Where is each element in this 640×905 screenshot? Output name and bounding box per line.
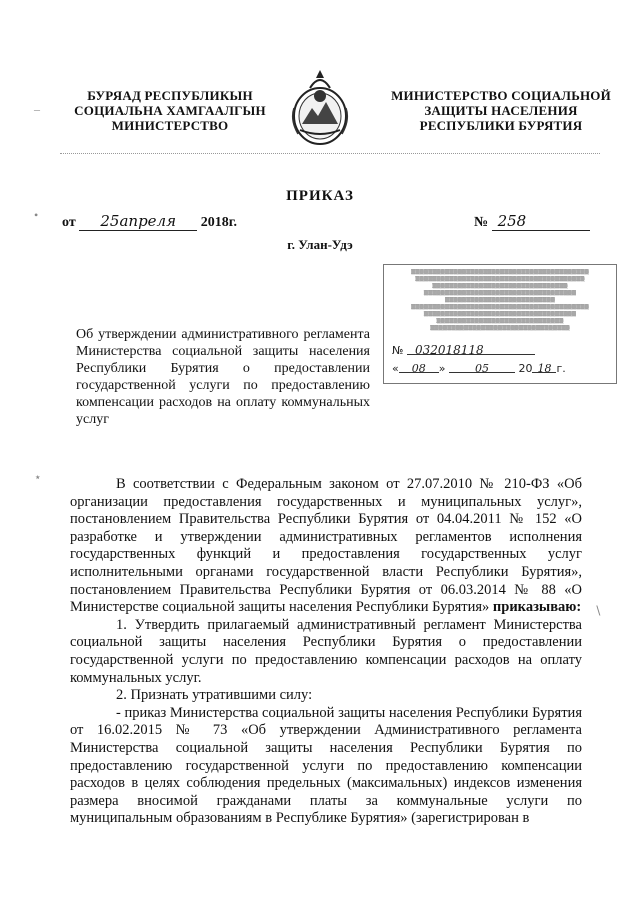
stamp-reg-prefix: №	[392, 344, 404, 357]
stamp-text-block: ▒▒▒▒▒▒▒▒▒▒▒▒▒▒▒▒▒▒▒▒▒▒▒▒▒▒▒▒▒▒▒▒▒▒▒▒▒▒▒▒▒▒ ▒▒▒▒▒▒▒▒▒▒▒▒▒▒▒▒▒▒▒▒▒▒▒▒▒▒▒▒▒▒▒▒▒▒▒▒▒▒▒▒ ▒▒▒▒▒▒▒▒▒▒▒▒▒▒▒▒▒▒▒▒▒▒▒▒▒▒▒▒▒▒▒▒ ▒▒▒▒▒▒▒▒▒▒▒▒▒▒▒▒▒▒▒▒▒▒▒▒▒▒▒▒▒▒▒▒▒▒▒▒ ▒▒▒▒▒▒▒▒▒▒▒▒▒▒▒▒▒▒▒▒▒▒▒▒▒▒ ▒▒▒▒▒▒▒▒▒▒▒▒▒▒▒▒▒▒▒▒▒▒▒▒▒▒▒▒▒▒▒▒▒▒▒▒▒▒▒▒▒▒ ▒▒▒▒▒▒▒▒▒▒▒▒▒▒▒▒▒▒▒▒▒▒▒▒▒▒▒▒▒▒▒▒▒▒▒▒ ▒▒▒▒▒▒▒▒▒▒▒▒▒▒▒▒▒▒▒▒▒▒▒▒▒▒▒▒▒▒ ▒▒▒▒▒▒▒▒▒▒▒▒▒▒▒▒▒▒▒▒▒▒▒▒▒▒▒▒▒▒▒▒▒	[411, 269, 589, 331]
stamp-reg-date: « 08 » 05 20 18 г.	[392, 362, 566, 375]
scan-mark: ∖	[594, 604, 602, 618]
preamble-paragraph	[70, 476, 582, 617]
date-prefix: от	[62, 215, 76, 230]
stamp-reg-year-prefix: 20	[518, 362, 533, 375]
header-right-line-3: РЕСПУБЛИКИ БУРЯТИЯ	[419, 118, 583, 133]
header-left-line-2: СОЦИАЛЬНА ХАМГААЛГЫН	[74, 103, 266, 118]
order-date	[62, 212, 237, 231]
registration-stamp	[383, 264, 617, 384]
city-line: г. Улан-Удэ	[287, 237, 353, 252]
item-2: 2. Признать утратившими силу:	[116, 687, 313, 704]
item-1: 1. Утвердить прилагаемый административный регламент Министерства социальной защиты населения Республики Бурятия о предоставлении государственной услуги по предоставлению компенсации расходов на оплату коммунальных услуг.	[70, 616, 582, 686]
number-prefix: №	[474, 215, 489, 230]
preamble-text: В соответствии с Федеральным законом от 27.07.2010 № 210-ФЗ «Об организации предоставления государственных и муниципальных услуг», постановлением Правительства Республики Бурятия от 04.04.2011 № 152 «О разработке и утверждении административных регламентов исполнения государственных функций и предоставления государственных услуг исполнительными органами государственной власти Республики Бурятия», постановлением Правительства Республики Бурятия от 06.03.2014 № 88 «О Министерстве социальной защиты населения Республики Бурятия»	[70, 476, 582, 616]
header-divider	[60, 153, 600, 154]
order-word: приказываю:	[492, 599, 582, 616]
scan-mark: ‒	[34, 102, 40, 116]
scan-mark: •	[34, 208, 39, 222]
header-left-line-3: МИНИСТЕРСТВО	[111, 118, 229, 133]
stamp-reg-day: 08	[399, 365, 439, 373]
ministry-name-buryat	[70, 88, 270, 133]
stamp-reg-year-suffix: г.	[556, 362, 566, 375]
date-handwritten: 25апреля	[79, 212, 197, 231]
coat-of-arms-icon	[288, 68, 352, 148]
header-right-line-1: МИНИСТЕРСТВО СОЦИАЛЬНОЙ	[391, 88, 611, 103]
stamp-reg-year: 18	[532, 365, 556, 373]
stamp-reg-month: 05	[449, 365, 515, 373]
number-handwritten: 258	[492, 212, 590, 231]
order-subject: Об утверждении административного регламента Министерства социальной защиты населения Республики Бурятия о предоставлении государственной услуги по предоставлению компенсации расходов на оплату коммунальных услуг	[76, 327, 370, 427]
stamp-reg-value: 032018118	[407, 347, 535, 355]
stamp-reg-number	[392, 343, 535, 357]
document-title: ПРИКАЗ	[286, 188, 354, 204]
order-body	[70, 476, 582, 828]
date-year: 2018г.	[200, 215, 237, 230]
scan-mark: ⋆	[34, 470, 42, 484]
order-number	[474, 212, 590, 231]
item-2-subitem: - приказ Министерства социальной защиты населения Республики Бурятия от 16.02.2015 № 73 «Об утверждении Административного регламента Министерства социальной защиты населения Республики Бурятия по предоставлению государственной услуги по предоставлению компенсации расходов в целях соблюдения предельных (максимальных) индексов изменения размера вносимой гражданами платы за коммунальные услуги по муниципальным образованиям в Республике Бурятия» (зарегистрирован в	[70, 704, 582, 827]
header-right-line-2: ЗАЩИТЫ НАСЕЛЕНИЯ	[424, 103, 578, 118]
header-left-line-1: БУРЯАД РЕСПУБЛИКЫН	[87, 88, 253, 103]
ministry-name-russian	[390, 88, 612, 133]
